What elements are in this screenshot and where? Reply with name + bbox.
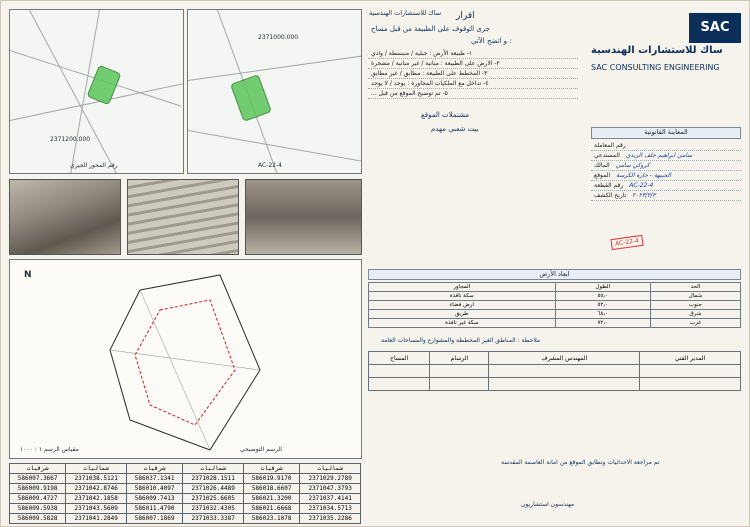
coord-cell: 586021.6668: [243, 504, 299, 514]
coord-cell: 2371026.4489: [183, 484, 244, 494]
dims-cell: سكة نافذة: [369, 292, 556, 301]
coord-cell: 2371047.3793: [300, 484, 361, 494]
dims-cell: جنوب: [650, 301, 740, 310]
coord-cell: 586009.5938: [10, 504, 66, 514]
legal-section-title: المعاينة القانونية: [591, 127, 741, 139]
coord-header: شرقيات: [10, 464, 66, 474]
checklist-item: ١- طبيعة الأرض : جبلية / منبسطة / وادي: [368, 49, 578, 59]
field-row: الموقع الجبيهة - حارة الكرسة: [591, 171, 741, 181]
dims-cell: ٦٨٫٠: [555, 310, 650, 319]
field-row: المستدعي سامي ابراهيم خلف الزبدي: [591, 151, 741, 161]
coord-cell: 2371032.4305: [183, 504, 244, 514]
dims-cell: ٧٢٫٠: [555, 319, 650, 328]
site-sketch: [9, 259, 362, 459]
site-photo-2: [127, 179, 239, 255]
intro-heading: اقرار: [456, 11, 475, 21]
field-row: رقم المعاملة: [591, 141, 741, 151]
coord-cell: 586007.1869: [126, 514, 182, 524]
map1-title: رقم المحور الجيري: [70, 162, 118, 169]
checklist-item: ٢- الارض على الطبيعة : مبانية / غير مبانية / مشجرة: [368, 59, 578, 69]
map2-scale-label: 2371000.000: [258, 34, 299, 41]
approval-stamp: AC-22-4: [610, 235, 643, 250]
coordinates-table: [9, 463, 361, 524]
dims-header: الطول: [555, 283, 650, 292]
coord-cell: 2371043.5609: [66, 504, 127, 514]
dims-cell: طريق: [369, 310, 556, 319]
coord-cell: 586010.4097: [126, 484, 182, 494]
coord-cell: 586009.7413: [126, 494, 182, 504]
coord-cell: 2371025.6605: [183, 494, 244, 504]
north-arrow: N: [24, 270, 32, 280]
scale-label: مقياس الرسم ١ : ١٠٠٠: [20, 446, 79, 453]
company-logo: SAC: [689, 13, 741, 43]
signature-cell: الرسام: [430, 352, 489, 365]
dims-header: المجاور: [369, 283, 556, 292]
dims-cell: ٥٥٫٠: [555, 292, 650, 301]
legal-fields: [591, 141, 741, 201]
coord-cell: 2371037.4141: [300, 494, 361, 504]
signature-table: [368, 351, 741, 391]
field-row: تاريخ الكشف ٢٠٢٣/٣/٣: [591, 191, 741, 201]
coord-cell: 2371035.2286: [300, 514, 361, 524]
coord-cell: 586021.3200: [243, 494, 299, 504]
coord-cell: 2371033.3387: [183, 514, 244, 524]
coord-cell: 2371038.5121: [66, 474, 127, 484]
checklist-item: ٣- المخطط على الطبيعة : مطابق / غير مطابق: [368, 69, 578, 79]
coord-header: شرقيات: [243, 464, 299, 474]
coord-cell: 586037.1341: [126, 474, 182, 484]
map1-scale-label: 2371200.000: [50, 136, 91, 143]
coord-cell: 586019.9170: [243, 474, 299, 484]
checklist-item: ٥- تم توضيح الموقع من قبل ...: [368, 89, 578, 99]
coord-cell: 586009.5828: [10, 514, 66, 524]
checklist: [368, 49, 578, 99]
parcel-sketch-svg: [10, 260, 362, 459]
coord-header: شماليات: [66, 464, 127, 474]
company-name-en: SAC CONSULTING ENGINEERING: [591, 63, 720, 72]
coord-cell: 2371028.1511: [183, 474, 244, 484]
dims-cell: ارض فضاء: [369, 301, 556, 310]
site-photo-1: [9, 179, 121, 255]
dims-section-title: ابعاد الأرض: [368, 269, 741, 280]
location-map-1: [9, 9, 184, 174]
coord-header: شماليات: [300, 464, 361, 474]
field-row: المالك كروكي سامي: [591, 161, 741, 171]
intro-sub: و اتضح الآتي :: [471, 37, 512, 45]
dims-cell: غرب: [650, 319, 740, 328]
side-title: ساك للاستشارات الهندسية: [369, 9, 442, 17]
checklist-item: ٤- تداخل مع الملكيات المجاورة : يوجد / لا يوجد: [368, 79, 578, 89]
dims-cell: شمال: [650, 292, 740, 301]
map2-sheet: AC-22-4: [258, 162, 282, 169]
coord-cell: 586009.9198: [10, 484, 66, 494]
site-parcel-detail: [230, 74, 272, 122]
site-photo-3: [245, 179, 362, 255]
signature-cell: المهندس المشرف: [489, 352, 640, 365]
coord-header: شرقيات: [126, 464, 182, 474]
coord-cell: 2371029.2789: [300, 474, 361, 484]
footer-note: تم مراجعة الاحداثيات وتطابق الموقع من امانة العاصمة المقدسة: [501, 459, 660, 466]
dims-cell: ٥٢٫٠: [555, 301, 650, 310]
signature-cell: المساح: [369, 352, 430, 365]
note-text: ملاحظة : المناطق الغير المخططة والمشوارع والمساحات العامة: [381, 337, 541, 344]
coord-cell: 586009.4727: [10, 494, 66, 504]
location-map-2: [187, 9, 362, 174]
dims-cell: سكة غير نافذة: [369, 319, 556, 328]
site-parcel: [87, 65, 122, 106]
dims-cell: شرق: [650, 310, 740, 319]
dims-header: الحد: [650, 283, 740, 292]
intro-text: جرى الوقوف على الطبيعة من قبل مساح: [371, 25, 490, 33]
building-label: بيت شعبي مهدم: [431, 125, 479, 133]
coord-cell: 586011.4790: [126, 504, 182, 514]
coord-cell: 2371042.1858: [66, 494, 127, 504]
coord-cell: 586018.6607: [243, 484, 299, 494]
company-name-ar: ساك للاستشارات الهندسية: [591, 45, 723, 56]
signature-cell: المدير الفني: [640, 352, 741, 365]
coord-cell: 586007.3667: [10, 474, 66, 484]
dims-table: [368, 282, 741, 328]
company-side-sub: مهندسون استشاريون: [521, 501, 575, 508]
coord-cell: 2371041.2849: [66, 514, 127, 524]
field-row: رقم القطعة AC-22-4: [591, 181, 741, 191]
sketch-title: الرسم التوضيحي: [240, 446, 282, 453]
coord-cell: 586023.1078: [243, 514, 299, 524]
coord-cell: 2371034.5713: [300, 504, 361, 514]
coord-header: شماليات: [183, 464, 244, 474]
site-details-title: مشتملات الموقع: [421, 111, 469, 119]
coord-cell: 2371042.8746: [66, 484, 127, 494]
